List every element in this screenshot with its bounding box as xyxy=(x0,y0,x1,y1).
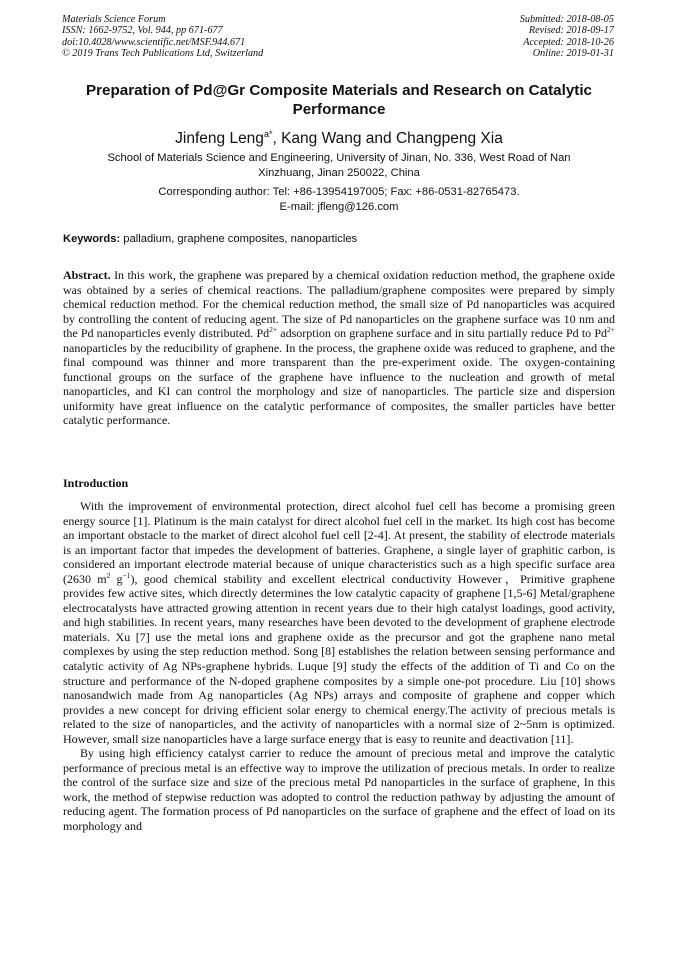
affiliation xyxy=(80,151,598,180)
title-line-2: Performance xyxy=(292,101,386,118)
paper-title xyxy=(40,81,638,119)
date-online: Online: 2019-01-31 xyxy=(532,48,614,60)
corresponding-author: Corresponding author: Tel: +86-13954197005; Fax: +86-0531-82765473. xyxy=(158,186,520,198)
intro-paragraph-2: By using high efficiency catalyst carrier to reduce the amount of precious metal and improve the catalytic performance of precious metal is an effective way to improve the utilization of precious metals. In order to realize the control of the surface size and size of the precious metal Pd nanoparticles in the surface of graphene, In this work, the method of stepwise reduction was adopted to control the reduction pathway by adjusting the amount of reducing agent. The formation process of Pd nanoparticles on the surface of graphene and the effect of load on its morphology and xyxy=(63,746,615,834)
affiliation-line-2: Xinzhuang, Jinan 250022, China xyxy=(258,166,420,179)
abstract-text-3: nanoparticles by the reducibility of graphene. In the process, the graphene oxide was reduced to graphene, and the final compound was thinner and more transparent than the pre-experiment oxide. The oxygen-containing functional groups on the surface of the graphene have influence to the nucleation and growth of metal nanoparticles, and KI can control the morphology and size of nanoparticles. The particle size and dispersion uniformity have great influence on the catalytic performance of composites, the smaller particles have better catalytic performance. xyxy=(63,340,615,428)
abstract-sup-2: 2+ xyxy=(607,325,615,335)
keywords-text: palladium, graphene composites, nanoparticles xyxy=(120,233,358,245)
title-line-1: Preparation of Pd@Gr Composite Materials and Research on Catalytic xyxy=(85,82,592,99)
dates-header xyxy=(520,14,614,60)
intro-p1-sup-1: 2 xyxy=(106,570,111,580)
date-accepted: Accepted: 2018-10-26 xyxy=(523,36,614,48)
affiliation-line-1: School of Materials Science and Engineering, University of Jinan, No. 336, West Road of Nan xyxy=(107,152,571,164)
author-email: E-mail: jfleng@126.com xyxy=(279,200,399,213)
abstract-paragraph xyxy=(63,268,615,428)
intro-p1-text-1: With the improvement of environmental protection, direct alcohol fuel cell has become a promising green energy source [1]. Platinum is the main catalyst for direct alcohol fuel cell in the market. Its high cost has become an important obstacle to the market of direct alcohol fuel cell [2-4]. At present, the stability of electrode materials is an important factor that impedes the development of batteries. Graphene, a single layer of graphitic carbon, is considered an important electrode material because of unique characteristics such as a high specific surface area (2630 m xyxy=(63,499,615,586)
journal-doi: doi:10.4028/www.scientific.net/MSF.944.671 xyxy=(62,36,246,48)
intro-p1-sup-2: −1 xyxy=(122,570,131,580)
abstract-text-2: adsorption on graphene surface and in situ partially reduce Pd to Pd xyxy=(277,326,608,341)
journal-header xyxy=(62,14,263,60)
abstract-label: Abstract. xyxy=(63,268,111,282)
keywords xyxy=(63,232,615,246)
journal-issn: ISSN: 1662-9752, Vol. 944, pp 671-677 xyxy=(62,25,223,37)
intro-p1-text-mid: g xyxy=(110,571,123,586)
abstract xyxy=(63,268,615,428)
author-mark: a* xyxy=(263,129,273,139)
introduction-body xyxy=(63,499,615,834)
author-others: , Kang Wang and Changpeng Xia xyxy=(272,130,503,148)
abstract-sup-1: 2+ xyxy=(269,325,278,335)
section-heading-introduction: Introduction xyxy=(63,476,129,490)
intro-p1-text-2: ), good chemical stability and excellent electrical conductivity However，Primitive graphene provides few active sites, which directly determines the low catalytic capacity of graphene [1,5-6] Metal/graphene electrocatalysts have attracted growing attention in recent years due to their high catalyst loadings, good activity, and high stabilities. In recent years, many researches have been devoted to the development of graphene electrode materials. Xu [7] use the metal ions and graphene oxide as the precursor and got the graphene nano metal complexes by using the step reduction method. Song [8] establishes the relation between sensing performance and catalytic activity of Ag NPs-graphene hybrids. Luque [9] study the effects of the addition of Ti and Co on the structure and performance of the N-doped graphene composites by a simple one-pot procedure. Liu [10] shows nanosandwich made from Ag nanoparticles (Ag NPs) arrays and composite of graphene and copper which provides a new concept for driving efficient solar energy to chemical energy.The activity of precious metals is related to the size of nanoparticles, and the activity of nanoparticles with a normal size of 2~5nm is optimized. However, small size nanoparticles have a large surface energy that is easy to reunite and deactivation [11]. xyxy=(63,571,615,746)
journal-name: Materials Science Forum xyxy=(62,14,166,25)
date-revised: Revised: 2018-09-17 xyxy=(528,25,614,37)
intro-paragraph-1 xyxy=(63,499,615,746)
author-list xyxy=(0,125,678,148)
abstract-text-1: In this work, the graphene was prepared by a chemical oxidation reduction method, the graphene oxide was obtained by a series of chemical reactions. The palladium/graphene composites were prepared by simply chemical reduction method. For the chemical reduction method, the small size of Pd nanoparticles was acquired by controlling the content of reducing agent. The size of Pd nanoparticles on the graphene surface was 10 nm and the Pd nanoparticles evenly distributed. Pd xyxy=(63,268,615,341)
keywords-label: Keywords: xyxy=(63,233,121,245)
corresponding-info xyxy=(80,185,598,214)
author-first: Jinfeng Leng xyxy=(175,130,264,148)
journal-copyright: © 2019 Trans Tech Publications Ltd, Switzerland xyxy=(62,48,264,60)
date-submitted: Submitted: 2018-08-05 xyxy=(519,14,614,25)
